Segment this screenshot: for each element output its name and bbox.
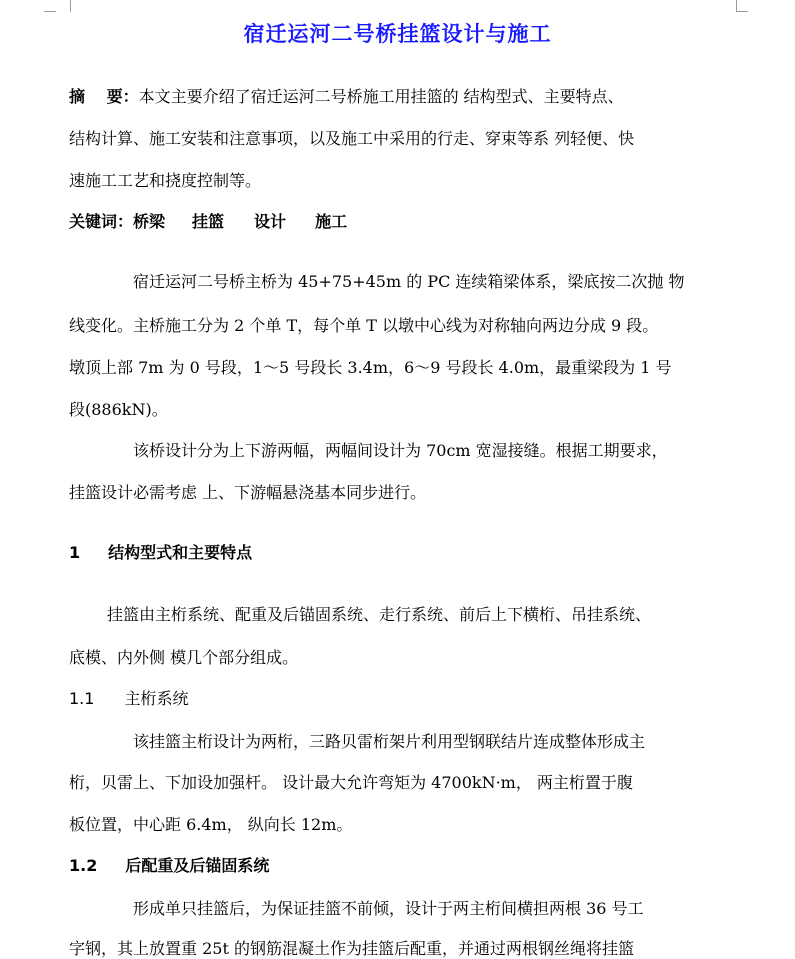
abstract-label: 摘 要：: [69, 87, 139, 106]
section-1-title: 结构型式和主要特点: [108, 543, 253, 562]
paragraph-2-line-2: 挂篮设计必需考虑 上、下游幅悬浇基本同步进行。: [69, 483, 427, 502]
section-1-2-number: 1.2: [69, 856, 98, 875]
section-1-2-line-2: 字钢，其上放置重 25t 的钢筋混凝土作为挂篮后配重，并通过两根钢丝绳将挂篮: [69, 939, 634, 958]
keywords-line: [69, 209, 347, 232]
section-1-line-1: 挂篮由主桁系统、配重及后锚固系统、走行系统、前后上下横桁、吊挂系统、: [107, 605, 652, 624]
section-1-1-number: 1.1: [69, 689, 95, 708]
crop-mark-top-right-h: [736, 11, 748, 12]
document-title: 宿迁运河二号桥挂篮设计与施工: [243, 21, 552, 46]
keyword-2: 挂篮: [192, 212, 225, 231]
keyword-4: 施工: [315, 212, 348, 231]
abstract-line-3: 速施工工艺和挠度控制等。: [69, 171, 262, 190]
paragraph-1-line-2: 线变化。主桥施工分为 2 个单 T，每个单 T 以墩中心线为对称轴向两边分成 9 段。: [69, 316, 659, 335]
section-1-1-line-1: 该挂篮主桁设计为两桁，三路贝雷桁架片利用型钢联结片连成整体形成主: [133, 732, 646, 751]
section-1-2-line-1: 形成单只挂篮后，为保证挂篮不前倾，设计于两主桁间横担两根 36 号工: [133, 899, 644, 918]
section-1-1-line-2: 桁，贝雷上、下加设加强杆。 设计最大允许弯矩为 4700kN·m， 两主桁置于腹: [69, 773, 633, 792]
keyword-1: 桥梁: [133, 212, 166, 231]
section-1-heading: [69, 540, 252, 563]
section-1-1-line-3: 板位置，中心距 6.4m， 纵向长 12m。: [69, 815, 353, 834]
abstract-line-1: [69, 84, 624, 107]
section-1-2-title: 后配重及后锚固系统: [125, 856, 270, 875]
paragraph-1-line-1: 宿迁运河二号桥主桥为 45+75+45m 的 PC 连续箱梁体系，梁底按二次抛 物: [133, 272, 685, 291]
section-1-1-title: 主桁系统: [124, 689, 189, 708]
section-1-1-heading: [69, 686, 188, 709]
keyword-3: 设计: [254, 212, 287, 231]
section-1-2-heading: [69, 853, 269, 876]
section-1-line-2: 底模、内外侧 模几个部分组成。: [69, 648, 299, 667]
keywords-label: 关键词：: [69, 212, 134, 231]
paragraph-1-line-4: 段(886kN)。: [69, 400, 168, 419]
section-1-number: 1: [69, 543, 81, 562]
paragraph-1-line-3: 墩顶上部 7m 为 0 号段，1～5 号段长 3.4m，6～9 号段长 4.0m，最重梁段为 1 号: [69, 358, 672, 377]
abstract-line-2: 结构计算、施工安装和注意事项，以及施工中采用的行走、穿束等系 列轻便、快: [69, 129, 635, 148]
crop-mark-top-left-h: [44, 11, 56, 12]
paragraph-2-line-1: 该桥设计分为上下游两幅，两幅间设计为 70cm 宽湿接缝。根据工期要求，: [133, 441, 668, 460]
crop-mark-top-left: [56, 0, 71, 12]
abstract-text-1: 本文主要介绍了宿迁运河二号桥施工用挂篮的 结构型式、主要特点、: [138, 87, 624, 106]
